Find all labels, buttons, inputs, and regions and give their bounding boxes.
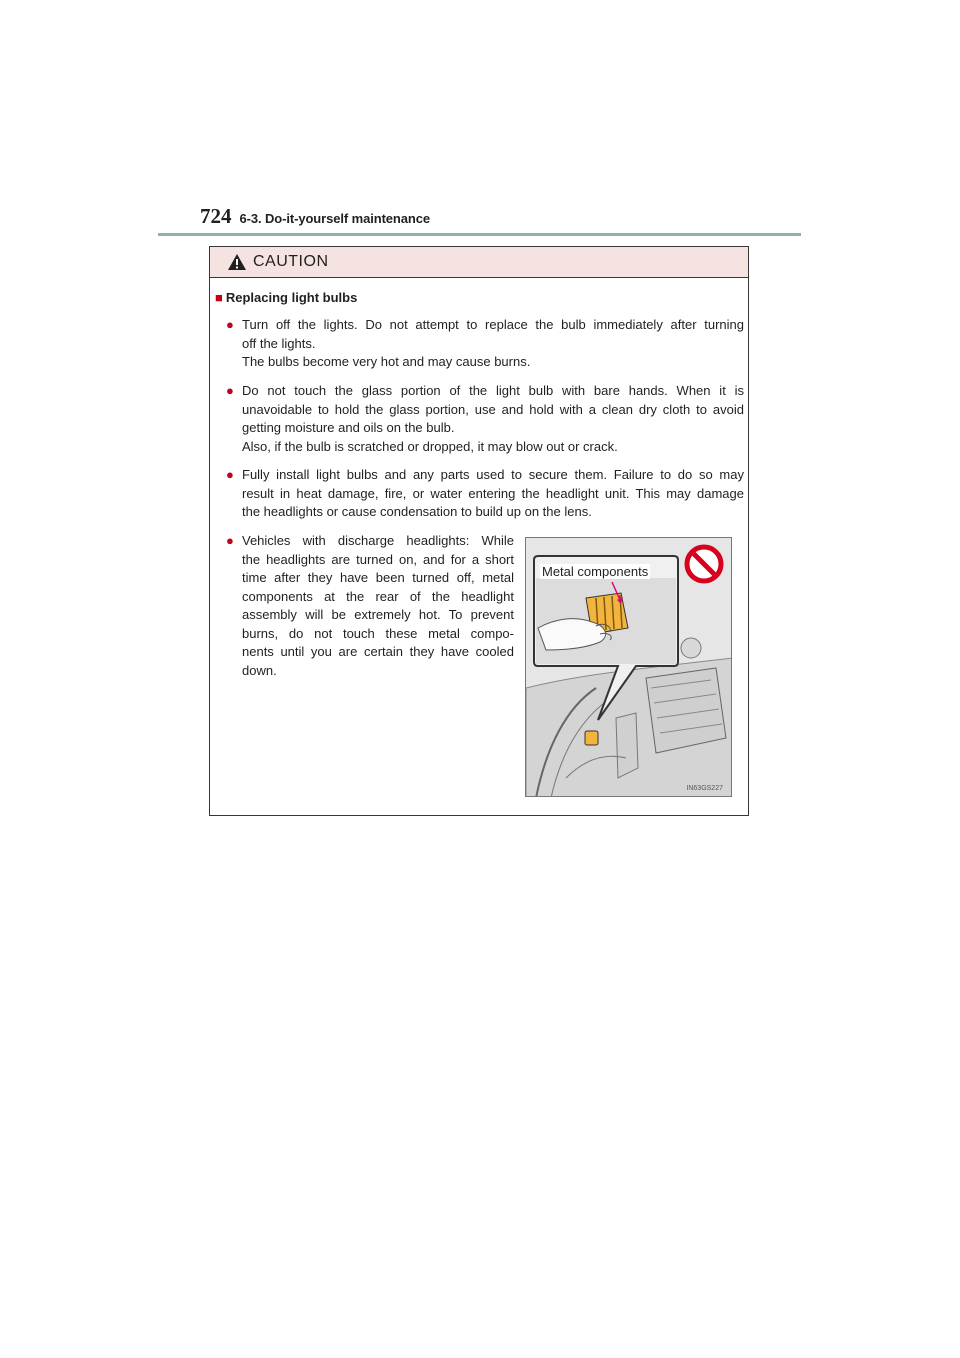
bullet-line: Vehicles with discharge headlights: While <box>242 533 514 548</box>
circle-bullet-icon: ● <box>226 467 234 482</box>
heading-text: Replacing light bulbs <box>225 290 358 305</box>
bullet-line: off the lights. <box>242 335 316 351</box>
bullet-item <box>226 532 514 680</box>
circle-bullet-icon: ● <box>226 533 234 548</box>
bullet-line: components at the rear of the headlight <box>242 588 514 604</box>
bullet-line: Turn off the lights. Do not attempt to replace the bulb immediately after turning <box>242 317 744 332</box>
bullet-line: assembly will be extremely hot. To prevent <box>242 607 514 622</box>
warning-triangle-icon <box>227 253 247 271</box>
bullet-line: time after they have been turned off, metal <box>242 570 514 585</box>
bullet-line: down. <box>242 662 277 678</box>
figure-code: IN63GS227 <box>686 785 723 792</box>
bullet-line: unavoidable to hold the glass portion, use and hold with a clean dry cloth to avoid <box>242 401 744 417</box>
section-title: 6-3. Do-it-yourself maintenance <box>239 211 430 226</box>
bullet-line: The bulbs become very hot and may cause burns. <box>242 354 531 369</box>
caution-bar <box>210 247 748 278</box>
bullet-item <box>226 466 744 522</box>
bullet-line: Do not touch the glass portion of the light bulb with bare hands. When it is <box>242 383 744 398</box>
page-number: 724 <box>200 204 232 228</box>
page-header <box>200 204 430 229</box>
header-rule <box>158 233 801 236</box>
bullet-line: Fully install light bulbs and any parts used to secure them. Failure to do so may <box>242 467 744 482</box>
metal-components-label: Metal components <box>542 564 649 579</box>
circle-bullet-icon: ● <box>226 317 234 332</box>
caution-title: CAUTION <box>253 253 329 270</box>
bullet-line: Also, if the bulb is scratched or dropped, it may blow out or crack. <box>242 438 618 454</box>
bullet-line: burns, do not touch these metal compo- <box>242 625 514 641</box>
bullet-line: the headlights or cause condensation to build up on the lens. <box>242 504 592 519</box>
bullet-line: the headlights are turned on, and for a short <box>242 551 514 567</box>
square-bullet-icon: ■ <box>215 290 223 305</box>
circle-bullet-icon: ● <box>226 383 234 398</box>
bullet-line: result in heat damage, fire, or water entering the headlight unit. This may damage <box>242 485 744 501</box>
bullet-line: getting moisture and oils on the bulb. <box>242 420 455 435</box>
caution-heading <box>215 290 357 305</box>
bullet-line: nents until you are certain they have cooled <box>242 644 514 659</box>
bullet-item <box>226 316 744 372</box>
bullet-item <box>226 382 744 456</box>
